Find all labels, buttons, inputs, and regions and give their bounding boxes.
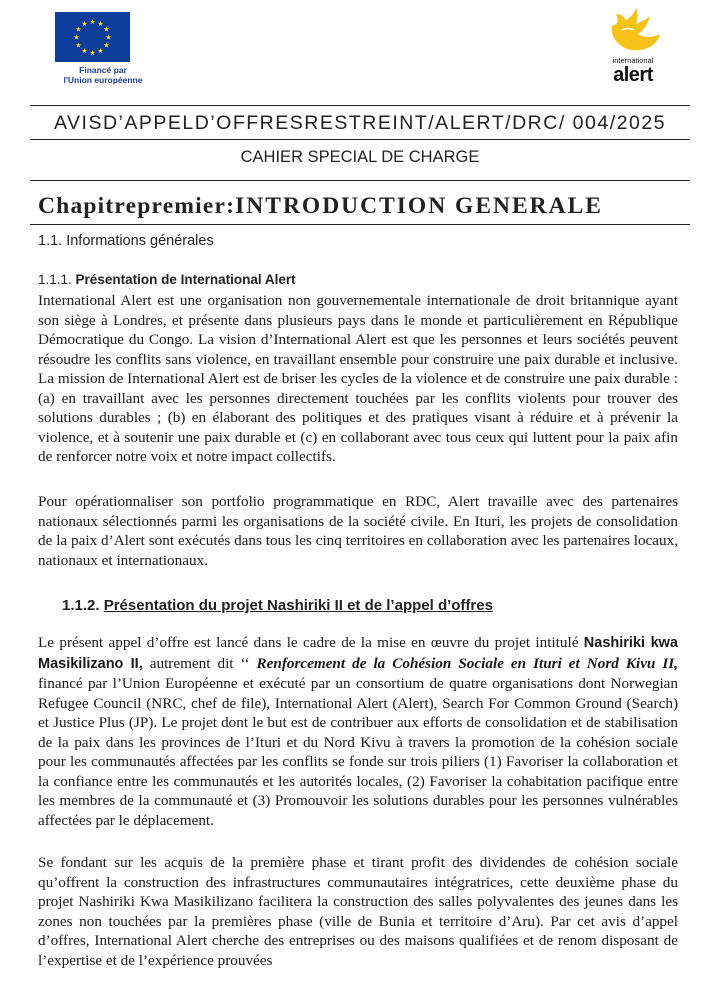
- chapter-top-rule: [30, 180, 690, 181]
- svg-text:★: ★: [89, 18, 96, 26]
- p3-part-c: autrement dit ‘‘: [142, 654, 257, 672]
- dove-hand-icon: [600, 6, 666, 56]
- section-heading: 1.1. Informations générales: [38, 233, 214, 249]
- top-rule: [30, 105, 690, 106]
- p3-part-a: Le présent appel d’offre est lancé dans le cadre de la mise en œuvre du projet intitulé: [38, 634, 584, 651]
- eu-caption-line1: Financé par: [79, 65, 127, 75]
- paragraph-3: [38, 633, 678, 830]
- paragraph-1: International Alert est une organisation non gouvernementale internationale de droit britannique ayant son siège à Londres, et présente dans plusieurs pays dans le monde et particulièrement en République Démocratique du Congo. La vision d’International Alert est que les personnes et leurs sociétés peuvent résoudre les conflits sans violence, en travaillant ensemble pour construire une paix durable et inclusive. La mission de International Alert est de briser les cycles de la violence et de construire une paix durable : (a) en travaillant avec les personnes directement touchées par les conflits violents pour trouver des solutions durables ; (b) en élaborant des politiques et des pratiques visant à réduire et à prévenir la violence, et à soutenir une paix durable et (c) en collaborant avec tous ceux qui luttent pour la paix afin de renforcer notre voix et notre impact collectifs.: [38, 292, 678, 465]
- paragraph-2: Pour opérationnaliser son portfolio programmatique en RDC, Alert travaille avec des partenaires nationaux sélectionnés parmi les organisations de la société civile. En Ituri, les projets de consolidation de la paix d’Alert sont exécutés dans tous les cinq territoires en collaboration avec les partenaires locaux, nationaux et internationaux.: [38, 493, 678, 569]
- ia-caption: [600, 56, 666, 85]
- chapter-bottom-rule: [30, 224, 690, 225]
- chapter-main: INTRODUCTION GENERALE: [235, 193, 603, 219]
- p3-project-title: Renforcement de la Cohésion Sociale en Ituri et Nord Kivu II,: [256, 654, 678, 672]
- svg-text:★: ★: [105, 33, 112, 42]
- subsection-1-number: 1.1.1.: [38, 272, 72, 287]
- notice-title: AVISD’APPELD’OFFRESRESTREINT/ALERT/DRC/ 004/2025: [53, 112, 667, 134]
- chapter-title: [38, 193, 678, 220]
- subsection-2-title: Présentation du projet Nashiriki II et de l’appel d’offres: [103, 597, 493, 614]
- middle-rule: [30, 139, 690, 140]
- p3-project-name: Nashiriki kwa Masikilizano II,: [38, 635, 679, 672]
- chapter-prefix: Chapitrepremier:: [38, 193, 236, 219]
- paragraph-4: Se fondant sur les acquis de la première phase et tirant profit des dividendes de cohésion sociale qu’offrent la construction des infrastructures communautaires intégratrices, cette deuxième phase du projet Nashiriki Kwa Masikilizano facilitera la construction des salles polyvalentes des jeunes dans les zones non touchées par la premières phase (ville de Bunia et territoire d’Aru). Par cet avis d’appel d’offres, International Alert cherche des entreprises ou des maisons qualifiées et de renom disposant de l’expertise et de l’expérience prouvées: [38, 854, 678, 969]
- eu-caption: [48, 65, 158, 85]
- svg-text:★: ★: [103, 25, 110, 34]
- svg-text:★: ★: [75, 25, 82, 34]
- cahier-title: CAHIER SPECIAL DE CHARGE: [240, 148, 480, 166]
- eu-flag-icon: [55, 12, 130, 62]
- eu-caption-line2: l'Union européenne: [63, 75, 143, 85]
- svg-text:★: ★: [97, 20, 104, 28]
- international-alert-logo: [600, 6, 666, 88]
- subsection-1-title: Présentation de International Alert: [75, 272, 296, 287]
- subsection-2-number: 1.1.2.: [62, 597, 100, 614]
- svg-text:★: ★: [73, 33, 80, 42]
- svg-text:★: ★: [81, 47, 88, 55]
- svg-text:★: ★: [89, 49, 96, 57]
- svg-text:★: ★: [103, 41, 110, 50]
- eu-logo: [48, 12, 158, 88]
- svg-text:★: ★: [75, 41, 82, 50]
- p3-part-e: financé par l’Union Européenne et exécuté par un consortium de quatre organisations dont Norwegian Refugee Council (NRC, chef de file), International Alert (Alert), Search For Common Ground (Search) et Justice Plus (JP). Le projet dont le but est de contribuer aux efforts de consolidation et de stabilisation de la paix dans les provinces de l’Ituri et du Nord Kivu à travers la promotion de la cohésion sociale pour les communautés affectées par les conflits se fonde sur trois piliers (1) Favoriser la collaboration et la confiance entre les communautés et les autorités locales, (2) Favoriser la cohabitation pacifique entre les membres de la communauté et (3) Promouvoir les solutions durables pour les personnes vulnérables affectées par le déplacement.: [38, 675, 678, 829]
- subsection-2-heading: [62, 597, 493, 614]
- svg-text:★: ★: [81, 20, 88, 28]
- header-logos: [0, 0, 711, 95]
- ia-big-text: alert: [613, 64, 653, 86]
- svg-text:★: ★: [97, 47, 104, 55]
- subsection-1-heading: [38, 272, 296, 287]
- ia-small-text: international: [612, 56, 654, 65]
